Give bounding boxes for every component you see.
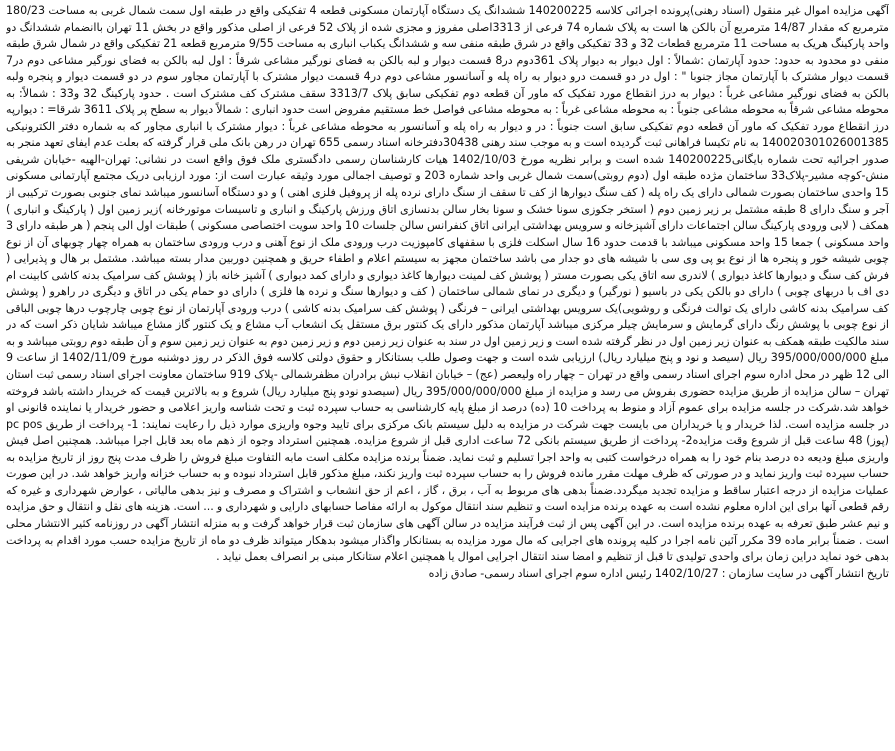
auction-notice-text [6,3,889,748]
notice-publication-line: تاریخ انتشار آگهی در سایت سازمان : 1402/10/27 رئیس اداره سوم اجرای اسناد رسمی- صادق زاده [428,566,889,580]
notice-body: آگهی مزایده اموال غیر منقول (اسناد رهنی)پرونده اجرائی کلاسه 140200225 ششدانگ یک دستگاه آپارتمان مسکونی قطعه 4 تفکیکی واقع در طبقه اول سمت شمال غربی به مساحت 180/23 مترمربع که مقدار 14/87 مترمربع آن بالکن ها است به پلاک شماره 74 فرعی از 3313اصلی مفروز و مجزی شده از پلاک 52 فرعی از اصلی مذکور واقع در بخش 11 تهران باانضمام ششدانگ دو واحد پارکینگ هریک به مساحت 11 مترمربع قطعات 32 و 33 تفکیکی واقع در شرق طبقه منفی سه و ششدانگ یکباب انباری به مساحت 9/55 مترمربع قطعه 21 تفکیکی واقع در شمال شرق طبقه منفی دو محدود به حدود: حدود آپارتمان :شمالاً : اول دیوار به دیوار پلاک 361دوم در8 قسمت دیوار و لبه بالکن به فضای نورگیر مشاعی شرقاً : اول لبه بالکن به فضای نورگیر مشاعی دوم در7 قسمت دیوار مشترک با آپارتمان مجاز جنوبا " : اول در دو قسمت درو دیوار به راه پله و آسانسور مشاعی دوم در4 قسمت دیوار مشترک با آپارتمان مجاور سوم در دو قسمت دیوار و پنجره ولبه بالکن به فضای نورگیر مشاعی غرباً : دیوار به درز انقطاع مورد تفکیک که ماور آن قطعه دوم تفکیکی سابق پلاک 3313/7 سقف مشترک کف مشترک است . حدود پارکینگ 32 و33 : شمالاً: به محوطه مشاعی شرقاً به محوطه مشاعی جنوباً : به محوطه مشاعی غرباً : به محوطه مشاعی فواصل خط مستقیم مفروض است حدود انباری : شمالاً دیوار به سطح پر پلاک 3611 شرقا= : دیوارپه درز انقطاع مورد تفکیک که ماور آن قطعه دوم تفکیکی سابق است جنوباً : در و دیوار به راه پله و آسانسور به محوطه مشاعی غرباً : دیوار مشترک با انباری مجاور که به شماره دفتر الکترونیکی 140020301026001385 به نام تکیسا فراهانی ثبت گردیده است و به موجب سند رهنی 30438دفترخانه اسناد رسمی 655 تهران در رهن بانک ملی قرار گرفته که بعلت عدم ایفای تعهد منجر به صدور اجرائیه تحت شماره بایگانی140200225 شده است و برابر نظریه مورخ 1402/10/03 هیات کارشناسان رسمی دادگستری ملک فوق واقع است در نشانی: تهران-الهیه -خیابان شریفی منش-کوچه مشیر-پلاک33 ساختمان مژده طبقه اول (دوم روبتی)سمت شمال غربی واحد شماره 203 و توصیف اجمالی مورد وثیقه عبارت است از: مورد ارزیابی دریک مجتمع آپارتمانی مسکونی 15 واحدی ساختمان بصورت شمالی دارای یک راه پله ( کف سنگ دیوارها از کف تا سقف از سنگ دارای نرده پله از پروفیل فلزی اهنی ) و دو دستگاه آسانسور میباشد نمای جنوبی بصورت ترکیبی از آجر و سنگ دارای 8 طبقه مشتمل بر زیر زمین دوم ( استخر جکوزی سونا خشک و سونا بخار سالن بدنسازی اتاق ورزش پارکینگ و انباری و تاسیسات موتورخانه )زیر زمین اول ( پارکینگ و انباری ) همکف ( لابی ورودی پارکینگ سالن اجتماعات دارای آشپزخانه و سرویس بهداشتی ایرانی اتاق کنفرانس سالن جلسات 10 واحد سویت اختصاصی مسکونی ) طبقات اول الی پنجم ( هر طبقه دارای 3 واحد مسکونی ) جمعا 15 واحد مسکونی میباشد با قدمت حدود 16 سال اسکلت فلزی با سقفهای کامپوزیت درب ورودی ملک از نوع آهنی و درب ورودی ساختمان به همراه چهار چوبهای آن از نوع چوبی شیشه خور و پنجره ها از نوع یو پی وی سی با شیشه های دو جدار می باشد ساختمان مجهز به سیستم اعلام و اطفاء حریق و همچنین دوربین مدار بسته میباشد. مشتمل بر هال و پذیرایی ( فرش کف سنگ و دیوارها کاغذ دیواری ) لاندری سه اتاق یکی بصورت مستر ( پوشش کف لمینت دیوارها کاغذ دیواری و دارای کمد دیواری ) آشپز خانه باز ( پوشش کف سرامیک بدنه کاشی کابینت ام دی اف با دربهای چوبی ) دارای دو بالکن یکی در باسیو ( نورگیر) و دیگری در نمای شمالی ساختمان ( کف و دیوارها سنگ و نرده ها فلزی ) دارای دو حمام یکی در اتاق و دیگری در راهرو ( پوشش کف سرامیک بدنه کاشی دارای یک توالت فرنگی و روشویی)یک سرویس بهداشتی ایرانی – فرنگی ( پوشش کف سرامیک بدنه کاشی ) درب ورودی آپارتمان از نوع چوبی چارچوب درها چوبی الباقی از نوع چوبی با پوشش رنگ دارای گرمایش و سرمایش چیلر مرکزی میباشد آپارتمان مذکور دارای یک کنتور برق مستقل یک انشعاب آب مشاع و یک کنتور گاز مشاع میباشد شایان ذکر است که در سند مالکیت طبقه همکف به عنوان زیر زمین اول در نظر گرفته شده است و زیر زمین اول در سند به عنوان زیر زمین دوم و زیر زمین دوم به عنوان زیر زمین سوم و آن طبقه دوم روبتی میباشد و به مبلغ 395/000/000/000 ریال (سیصد و نود و پنج میلیارد ریال) ارزیابی شده است و جهت وصول طلب بستانکار و حقوق دولتی کلاسه فوق الذکر در روز دوشنبه مورخ 1402/11/09 از ساعت 9 الی 12 ظهر در محل اداره سوم اجرای اسناد رسمی واقع در تهران – چهار راه ولیعصر (عج) – خیابان انقلاب نبش برادران مظفرشمالی -پلاک 919 ساختمان معاونت اجرای اسناد رسمی ثبت استان تهران – سالن مزایده از طریق مزایده حضوری بفروش می رسد و مزایده از مبلغ 395/000/000/000 ریال (سیصدو نودو پنج میلیارد ریال) شروع و به بالاترین قیمت که خریدار داشته باشد فروخته خواهد شد.شرکت در جلسه مزایده برای عموم آزاد و منوط به پرداخت 10 (ده) درصد از مبلغ پایه کارشناسی به حساب سپرده ثبت و تحت شناسه واریز اعلامی و حضور خریدار یا نماینده قانونی او در جلسه مزایده است. لذا خریدار و یا خریداران می بایست جهت شرکت در مزایده به دلیل سیستم بانک مرکزی برای تایید وجوه واریزی موارد ذیل را رعایت نمایند: 1- پرداخت از طریق pc pos (پوز) 48 ساعت قبل از شروع وقت مزایده2- پرداخت از طریق سیستم بانکی 72 ساعت اداری قبل از شروع مزایده. همچنین استرداد وجوه از ذهم ماه بعد قابل اجرا میباشد. همچنین اصل فیش واریزی مبلغ ودیعه ده درصد بنام خود را به همراه درخواست کتبی به واحد اجرا تسلیم و ثبت نماید. ضمناً برنده مزایده مکلف است مابه التفاوت مبلغ فروش را ظرف مدت پنج روز از تاریخ مزایده به حساب سپرده ثبت واریز نماید و در صورتی که ظرف مهلت مقرر مانده فروش را به حساب سپرده ثبت واریز نکند، مبلغ مذکور قابل استرداد نبوده و به حساب خزانه واریز خواهد شد. در این صورت عملیات مزایده از درجه اعتبار ساقط و مزایده تجدید میگردد.ضمناً بدهی های مربوط به آب ، برق ، گاز ، اعم از حق انشعاب و اشتراک و مصرف و نیز بدهی مالیاتی ، عوارض شهرداری و غیره که رقم قطعی آنها برای این اداره معلوم نشده است به عهده برنده مزایده است و تنظیم سند انتقال موکول به ارائه مفاصا حسابهای دارایی و شهرداری و ... است. هزینه های نقل و انتقال و حق مزایده و نیم عشر طبق تعرفه به عهده برنده مزایده است. در این آگهی پس از ثبت فرآیند مزایده در سالن آگهی های سازمان ثبت قرار خواهد گرفت و به منزله انتشار آگهی در روزنامه کثیر الانتشار محلی است . ضمناً برابر ماده 39 مکرر آئین نامه اجرا در کلیه پرونده های اجرایی که مال مورد مزایده به بستانکار واگذار میشود بدهکار میتواند ظرف دو ماه از تاریخ مزایده حسب مورد اقدام به پرداخت بدهی خود نماید دراین زمان برای واحدی تولیدی تا قبل از تنظیم و امضا سند انتقال اجرایی اموال یا همچنین اعلام ستانکار مبنی بر انصراف بعمل نیاید . [6,4,889,564]
